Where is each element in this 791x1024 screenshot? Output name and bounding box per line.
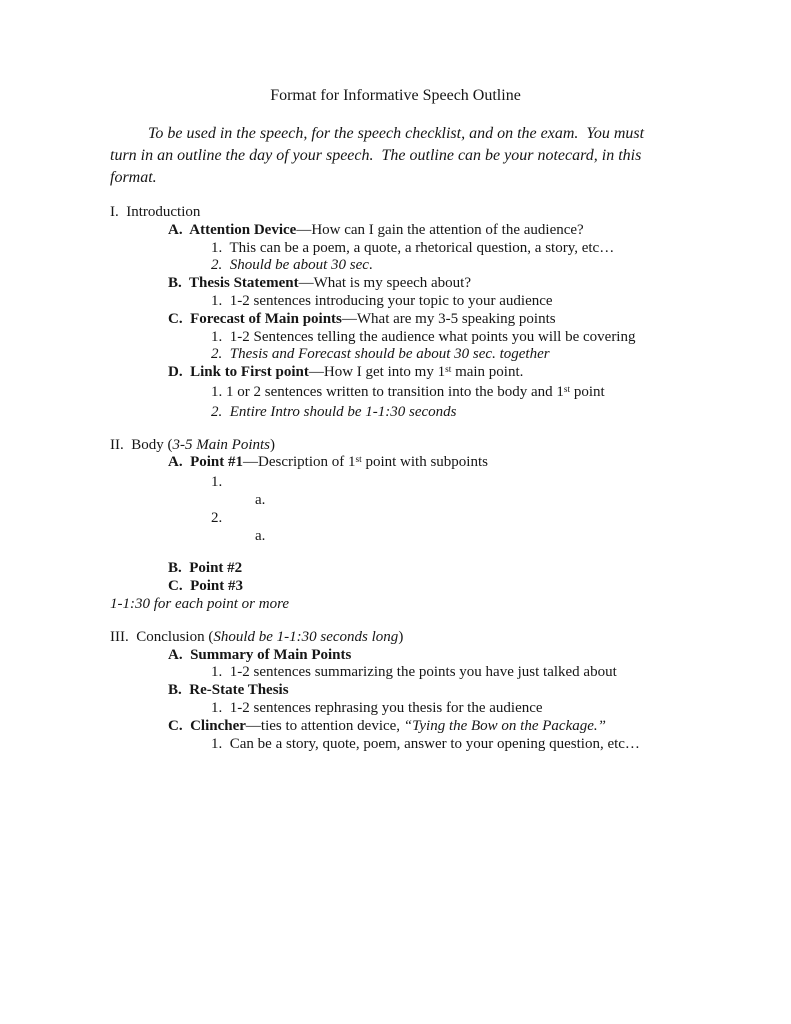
text-segment: B. Point #2 — [168, 560, 243, 577]
outline-line — [110, 682, 711, 700]
text-segment: —How I get into my 1 — [308, 364, 446, 381]
outline-line — [110, 293, 711, 311]
text-segment: 1-1:30 for each point or more — [110, 595, 290, 612]
text-segment: a. — [255, 491, 266, 508]
outline-line — [110, 123, 711, 145]
outline-line — [110, 700, 711, 718]
outline-line — [110, 404, 711, 422]
text-segment: Should be 1-1:30 seconds long — [213, 628, 399, 645]
outline-line — [110, 596, 711, 614]
text-segment: —ties to attention device, — [245, 717, 404, 734]
outline-line — [110, 329, 711, 347]
text-segment: st — [445, 365, 452, 375]
text-segment: 1. This can be a poem, a quote, a rhetorical question, a story, etc… — [211, 239, 615, 256]
outline-line — [110, 578, 711, 596]
outline-line — [110, 346, 711, 364]
text-segment: ) — [398, 628, 404, 645]
text-segment: ) — [270, 436, 275, 453]
text-segment: turn in an outline the day of your speech. The outline can be your notecard, in this — [110, 147, 642, 164]
text-segment: —Description of 1 — [243, 454, 356, 471]
text-segment: III. Conclusion ( — [110, 628, 214, 645]
text-segment: B. Re-State Thesis — [168, 682, 289, 699]
outline-line — [110, 492, 711, 510]
text-segment: 1. 1-2 sentences rephrasing you thesis for the audience — [211, 699, 543, 716]
document-lines — [110, 123, 711, 753]
text-segment: . — [368, 257, 373, 274]
text-segment: 1. 1-2 sentences summarizing the points you have just talked about — [211, 664, 617, 681]
outline-line — [110, 275, 711, 293]
text-segment: C. Forecast of Main points — [168, 310, 342, 327]
outline-line — [110, 311, 711, 329]
text-segment: 1. 1-2 Sentences telling the audience what points you will be covering — [211, 328, 636, 345]
text-segment: point with subpoints — [361, 454, 488, 471]
document-title: Format for Informative Speech Outline — [270, 87, 521, 104]
text-segment: —What are my 3-5 speaking points — [341, 310, 556, 327]
text-segment: C. Point #3 — [168, 578, 243, 595]
text-segment: st — [355, 455, 362, 466]
text-segment: A. Summary of Main Points — [168, 646, 352, 663]
outline-line — [110, 145, 711, 167]
text-segment: 3-5 Main Points — [172, 436, 270, 453]
text-segment: 1. — [211, 474, 223, 491]
outline-line — [110, 528, 711, 546]
text-segment: To be used in the speech, for the speech checklist, and on the exam. You must — [148, 125, 645, 142]
text-segment: —What is my speech about? — [298, 275, 472, 292]
outline-line — [110, 222, 711, 240]
outline-line — [110, 647, 711, 665]
outline-line — [110, 204, 711, 222]
outline-line — [110, 474, 711, 492]
outline-line — [110, 257, 711, 275]
outline-line — [110, 364, 711, 384]
text-segment: st — [563, 384, 571, 395]
text-segment: 2. Should be about 30 sec — [211, 257, 369, 274]
text-segment: C. Clincher — [168, 717, 246, 734]
outline-line — [110, 240, 711, 258]
outline-line — [110, 510, 711, 528]
outline-line — [110, 437, 711, 455]
text-segment: II. Body ( — [110, 436, 173, 453]
text-segment: A. Attention Device — [168, 221, 297, 238]
text-segment: 1. 1-2 sentences introducing your topic to your audience — [211, 292, 553, 309]
outline-line — [110, 736, 711, 754]
text-segment: format. — [110, 169, 157, 186]
text-segment: 1. Can be a story, quote, poem, answer to your opening question, etc… — [211, 735, 640, 752]
outline-line — [110, 664, 711, 682]
text-segment: 2. Thesis and Forecast should be about 30 sec. together — [211, 346, 550, 363]
text-segment: —How can I gain the attention of the audience? — [296, 221, 584, 238]
text-segment: “Tying the Bow on the Package.” — [403, 717, 606, 734]
outline-line — [110, 167, 711, 189]
text-segment: D. Link to First point — [168, 364, 309, 381]
outline-line — [110, 718, 711, 736]
text-segment: a. — [255, 527, 266, 544]
text-segment: A. Point #1 — [168, 454, 243, 471]
text-segment: 2. Entire Intro should be 1-1:30 seconds — [211, 403, 457, 420]
text-segment: point — [570, 383, 605, 400]
outline-line — [110, 560, 711, 578]
text-segment: 2. — [211, 509, 223, 526]
text-segment: 1. 1 or 2 sentences written to transition into the body and 1 — [211, 383, 564, 400]
outline-line — [110, 384, 711, 404]
text-segment: main point. — [451, 364, 524, 381]
text-segment: B. Thesis Statement — [168, 275, 299, 292]
outline-line — [110, 454, 711, 474]
outline-line — [110, 629, 711, 647]
text-segment: I. Introduction — [110, 204, 201, 220]
